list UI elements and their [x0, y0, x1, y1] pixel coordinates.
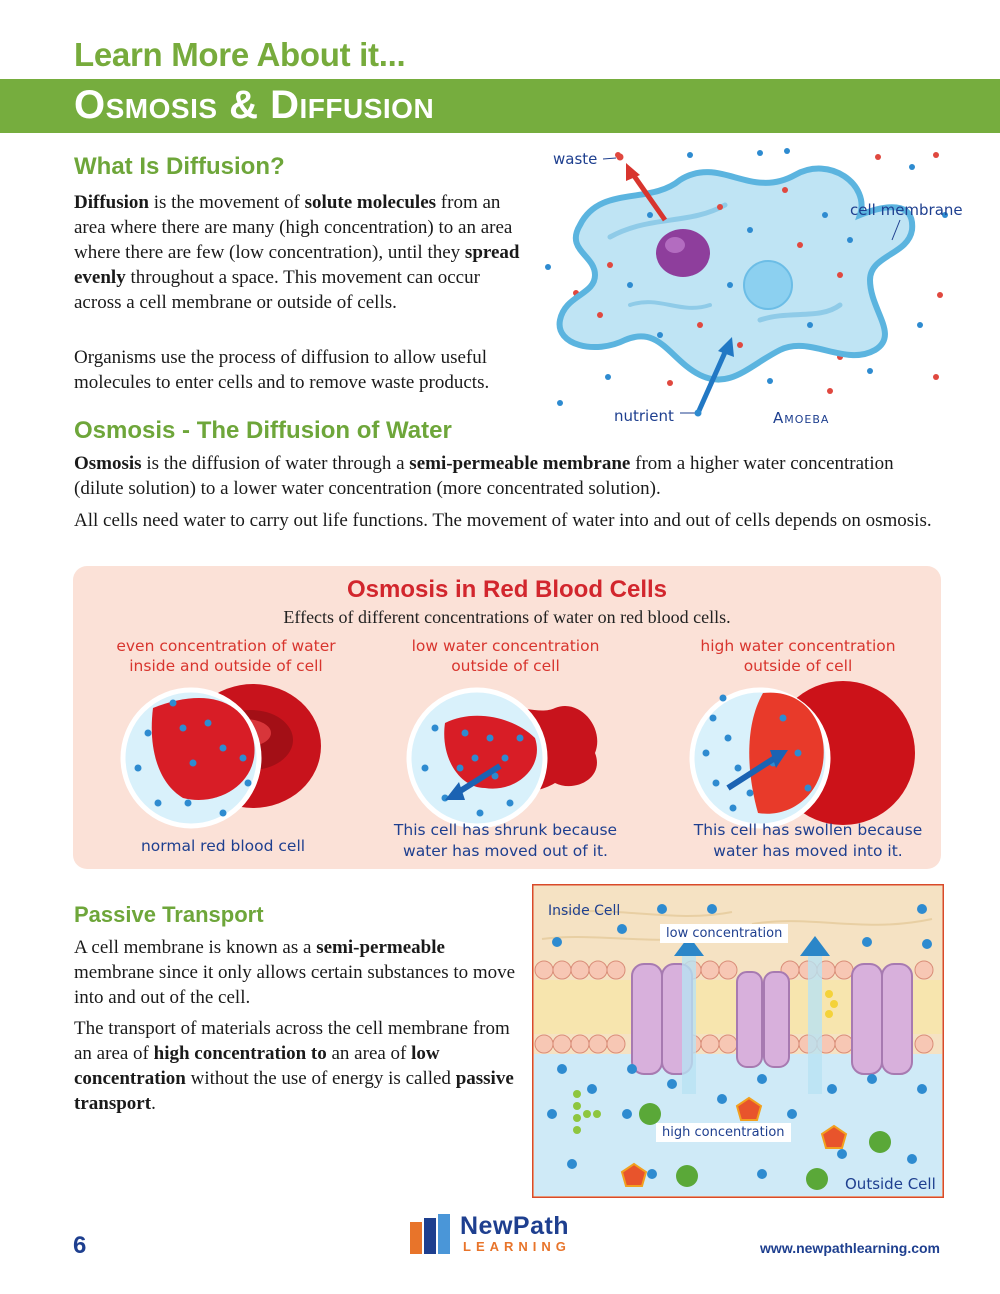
page-number: 6	[73, 1232, 87, 1259]
rbc-panel-3-top: high water concentration outside of cell	[700, 637, 896, 675]
amoeba-food-vacuole	[656, 229, 710, 277]
footer-url: www.newpathlearning.com	[760, 1240, 940, 1256]
rbc-panel-1-bottom: normal red blood cell	[140, 837, 306, 855]
text-run: A cell membrane is known as a	[74, 937, 317, 958]
text-run: an area of	[326, 1043, 412, 1064]
rbc-panel-2-bottom: This cell has shrunk because water has moved out of it.	[393, 821, 618, 860]
newpath-logo-icon	[410, 1214, 458, 1256]
amoeba-illustration	[540, 145, 970, 435]
text-run: throughout a space. This movement can occur across a cell membrane or outside of cells.	[74, 267, 480, 313]
text-run: The transport of materials across the cell membrane from an area of	[74, 1018, 510, 1064]
osmosis-heading: Osmosis - The Diffusion of Water	[74, 417, 452, 444]
text-run: from a higher water concentration (dilute solution) to a lower water concentration (more concentrated solution).	[74, 453, 894, 499]
shrunken-cell-illustration	[405, 678, 625, 838]
page-kicker: Learn More About it...	[74, 36, 406, 73]
passive-heading: Passive Transport	[74, 902, 264, 927]
osmosis-paragraph-1	[74, 451, 944, 501]
amoeba-nucleus	[744, 261, 792, 309]
logo-wordmark: NewPath	[460, 1212, 570, 1240]
rbc-title: Osmosis in Red Blood Cells	[346, 576, 668, 603]
channel-proteins	[632, 964, 912, 1074]
text-run: membrane since it only allows certain substances to move into and out of the cell.	[74, 962, 516, 1008]
text-run: high concentration to	[153, 1043, 327, 1064]
swollen-cell-illustration	[688, 678, 928, 838]
diffusion-heading: What Is Diffusion?	[74, 153, 285, 180]
diffusion-paragraph-2: Organisms use the process of diffusion to allow useful molecules to enter cells and to remove waste products.	[74, 347, 490, 393]
rbc-panel-3-bottom: This cell has swollen because water has moved into it.	[693, 821, 923, 860]
waste-label: waste	[553, 150, 598, 168]
text-run: .	[151, 1093, 156, 1114]
text-run: Osmosis	[74, 453, 142, 474]
passive-paragraph-1	[74, 935, 519, 1010]
text-run: low concentration	[74, 1043, 440, 1089]
rbc-subtitle: Effects of different concentrations of water on red blood cells.	[283, 607, 731, 627]
text-run: spread evenly	[74, 242, 520, 288]
cell-membrane-label: cell membrane	[850, 201, 963, 219]
high-concentration-label: high concentration	[656, 1123, 791, 1142]
diffusion-paragraph-1	[74, 190, 529, 315]
text-run: Diffusion	[74, 192, 149, 213]
page-title: Osmosis & Diffusion	[74, 83, 435, 127]
outside-cell-label: Outside Cell	[845, 1175, 936, 1193]
text-run: passive transport	[74, 1068, 514, 1114]
text-run: solute molecules	[304, 192, 437, 213]
rbc-panel	[73, 566, 941, 869]
text-run: is the movement of	[148, 192, 305, 213]
passive-paragraph-2	[74, 1016, 524, 1116]
osmosis-paragraph-2: All cells need water to carry out life functions. The movement of water into and out of cells depends on osmosis.	[74, 510, 932, 531]
title-banner	[0, 79, 1000, 133]
nutrient-label: nutrient	[614, 407, 674, 425]
rbc-panel-1-top: even concentration of water inside and outside of cell	[116, 637, 336, 675]
amoeba-label: Amoeba	[773, 409, 830, 427]
normal-cell-illustration	[113, 678, 333, 838]
text-run: semi-permeable membrane	[409, 453, 631, 474]
logo-subtext: LEARNING	[463, 1239, 571, 1254]
inside-cell-label: Inside Cell	[548, 903, 621, 919]
rbc-panel-2-top: low water concentration outside of cell	[411, 637, 600, 675]
low-concentration-label: low concentration	[660, 924, 788, 943]
text-run: is the diffusion of water through a	[141, 453, 410, 474]
text-run: semi-permeable	[316, 937, 445, 958]
text-run: without the use of energy is called	[185, 1068, 456, 1089]
text-run: from an area where there are many (high concentration) to an area where there are few (low concentration), until they	[74, 192, 513, 263]
